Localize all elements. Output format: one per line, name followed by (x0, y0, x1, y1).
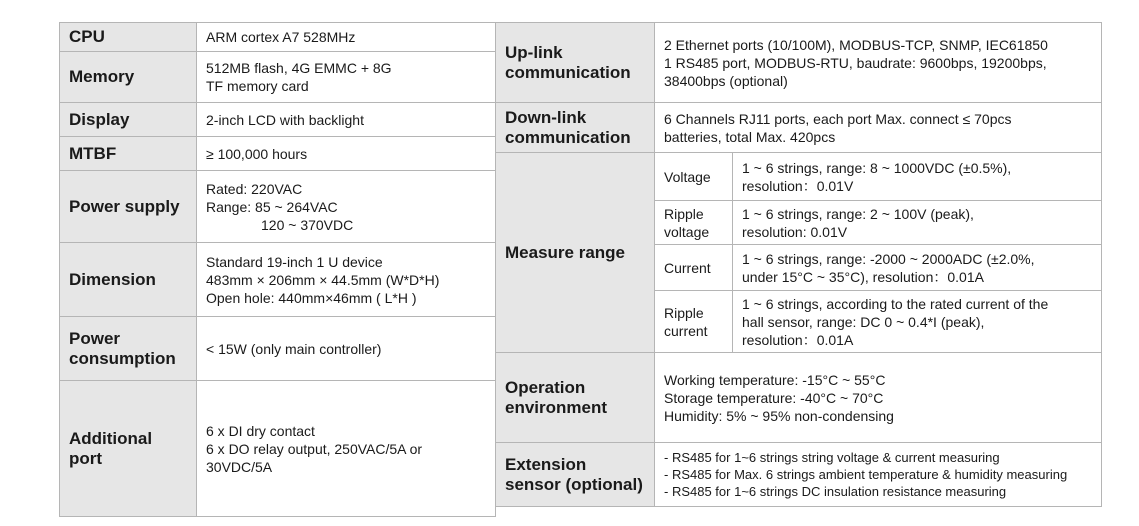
spec-row-downlink (496, 103, 1102, 153)
spec-label-uplink (496, 23, 655, 103)
spec-label-line: consumption (69, 348, 176, 368)
spec-value-line: hall sensor, range: DC 0 ~ 0.4*I (peak), (742, 313, 985, 330)
spec-value-line: 1 RS485 port, MODBUS-RTU, baudrate: 9600bps, 19200bps, (664, 54, 1047, 71)
spec-label-line: communication (505, 62, 631, 82)
spec-value-uplink (655, 23, 1102, 103)
spec-value-dimension (197, 243, 496, 317)
spec-row-power-supply (60, 171, 496, 243)
spec-value-line: 6 x DI dry contact (206, 422, 315, 439)
spec-value-current (733, 245, 1102, 291)
spec-row-power-consumption (60, 317, 496, 381)
spec-row-cpu (60, 23, 496, 52)
spec-row-uplink (496, 23, 1102, 103)
spec-value-line: - RS485 for Max. 6 strings ambient temperature & humidity measuring (664, 467, 1068, 482)
spec-label-memory: Memory (60, 52, 197, 103)
spec-label-downlink (496, 103, 655, 153)
spec-label-line: communication (505, 127, 631, 147)
spec-row-voltage (496, 153, 1102, 201)
spec-label-line: Power (69, 328, 121, 348)
spec-value-line: 30VDC/5A (206, 458, 273, 475)
spec-value-line: - RS485 for 1~6 strings string voltage & current measuring (664, 450, 1000, 465)
sub-label-line: current (664, 322, 708, 339)
spec-value-line: 1 ~ 6 strings, range: 2 ~ 100V (peak), (742, 205, 974, 222)
spec-value-line: resolution：0.01V (742, 177, 854, 194)
spec-row-operation (496, 353, 1102, 443)
spec-row-additional-port (60, 381, 496, 517)
spec-value-line: 512MB flash, 4G EMMC + 8G (206, 60, 392, 76)
spec-value-line: 483mm × 206mm × 44.5mm (W*D*H) (206, 271, 440, 288)
spec-row-memory (60, 52, 496, 103)
spec-label-additional-port (60, 381, 197, 517)
spec-value-line: Humidity: 5% ~ 95% non-condensing (664, 407, 894, 424)
spec-label-operation (496, 353, 655, 443)
spec-value-operation (655, 353, 1102, 443)
spec-label-measure-range: Measure range (496, 153, 655, 353)
spec-value-line: Storage temperature: -40°C ~ 70°C (664, 389, 884, 406)
spec-value-line: 6 Channels RJ11 ports, each port Max. connect ≤ 70pcs (664, 110, 1012, 127)
sub-label-line: Ripple (664, 205, 704, 222)
spec-value-mtbf: ≥ 100,000 hours (197, 137, 496, 171)
spec-value-extension (655, 443, 1102, 507)
spec-value-line: 120 ~ 370VDC (261, 216, 354, 233)
spec-value-line: 1 ~ 6 strings, according to the rated current of the (742, 295, 1049, 312)
spec-value-line: 1 ~ 6 strings, range: 8 ~ 1000VDC (±0.5%), (742, 159, 1012, 176)
spec-value-line: 6 x DO relay output, 250VAC/5A or (206, 440, 423, 457)
spec-row-display (60, 103, 496, 137)
spec-label-dimension: Dimension (60, 243, 197, 317)
spec-label-cpu: CPU (60, 23, 197, 52)
spec-label-power-supply: Power supply (60, 171, 197, 243)
spec-value-cpu: ARM cortex A7 528MHz (197, 23, 496, 52)
spec-value-memory (197, 52, 496, 103)
spec-value-line: batteries, total Max. 420pcs (664, 128, 836, 145)
spec-label-mtbf: MTBF (60, 137, 197, 171)
spec-row-mtbf (60, 137, 496, 171)
sub-label-ripple-voltage (655, 201, 733, 245)
spec-label-line: Down-link (505, 107, 587, 127)
spec-label-line: Additional (69, 428, 153, 448)
sub-label-current: Current (655, 245, 733, 291)
left-spec-table (59, 22, 496, 517)
sub-label-voltage: Voltage (655, 153, 733, 201)
spec-label-line: Operation (505, 377, 586, 397)
spec-value-voltage (733, 153, 1102, 201)
right-spec-table (495, 22, 1102, 507)
spec-value-display: 2-inch LCD with backlight (197, 103, 496, 137)
spec-value-line: Standard 19-inch 1 U device (206, 253, 383, 270)
spec-value-line: - RS485 for 1~6 strings DC insulation resistance measuring (664, 484, 1007, 499)
sub-label-ripple-current (655, 291, 733, 353)
spec-row-dimension (60, 243, 496, 317)
spec-value-line: resolution: 0.01V (742, 223, 848, 240)
spec-value-power-supply (197, 171, 496, 243)
spec-value-line: Open hole: 440mm×46mm ( L*H ) (206, 289, 417, 306)
spec-label-line: Extension (505, 454, 587, 474)
spec-label-line: Up-link (505, 42, 563, 62)
spec-label-power-consumption (60, 317, 197, 381)
spec-label-extension (496, 443, 655, 507)
spec-label-line: environment (505, 397, 608, 417)
spec-value-line: resolution：0.01A (742, 331, 854, 348)
spec-value-line: Rated: 220VAC (206, 180, 303, 197)
spec-value-line: under 15°C ~ 35°C), resolution：0.01A (742, 268, 984, 285)
sub-label-line: Ripple (664, 304, 704, 321)
spec-value-ripple-current (733, 291, 1102, 353)
spec-value-line: TF memory card (206, 78, 309, 94)
spec-value-line: Range: 85 ~ 264VAC (206, 198, 338, 215)
spec-value-line: 2 Ethernet ports (10/100M), MODBUS-TCP, SNMP, IEC61850 (664, 36, 1048, 53)
spec-value-downlink (655, 103, 1102, 153)
spec-value-additional-port (197, 381, 496, 517)
spec-value-line: 1 ~ 6 strings, range: -2000 ~ 2000ADC (±2.0%, (742, 250, 1035, 267)
spec-value-line: Working temperature: -15°C ~ 55°C (664, 371, 886, 388)
spec-value-ripple-voltage (733, 201, 1102, 245)
sub-label-line: voltage (664, 223, 710, 240)
spec-label-line: sensor (optional) (505, 474, 643, 494)
spec-label-line: port (69, 448, 103, 468)
spec-row-extension (496, 443, 1102, 507)
spec-value-power-consumption: < 15W (only main controller) (197, 317, 496, 381)
spec-value-line: 38400bps (optional) (664, 72, 788, 89)
spec-label-display: Display (60, 103, 197, 137)
